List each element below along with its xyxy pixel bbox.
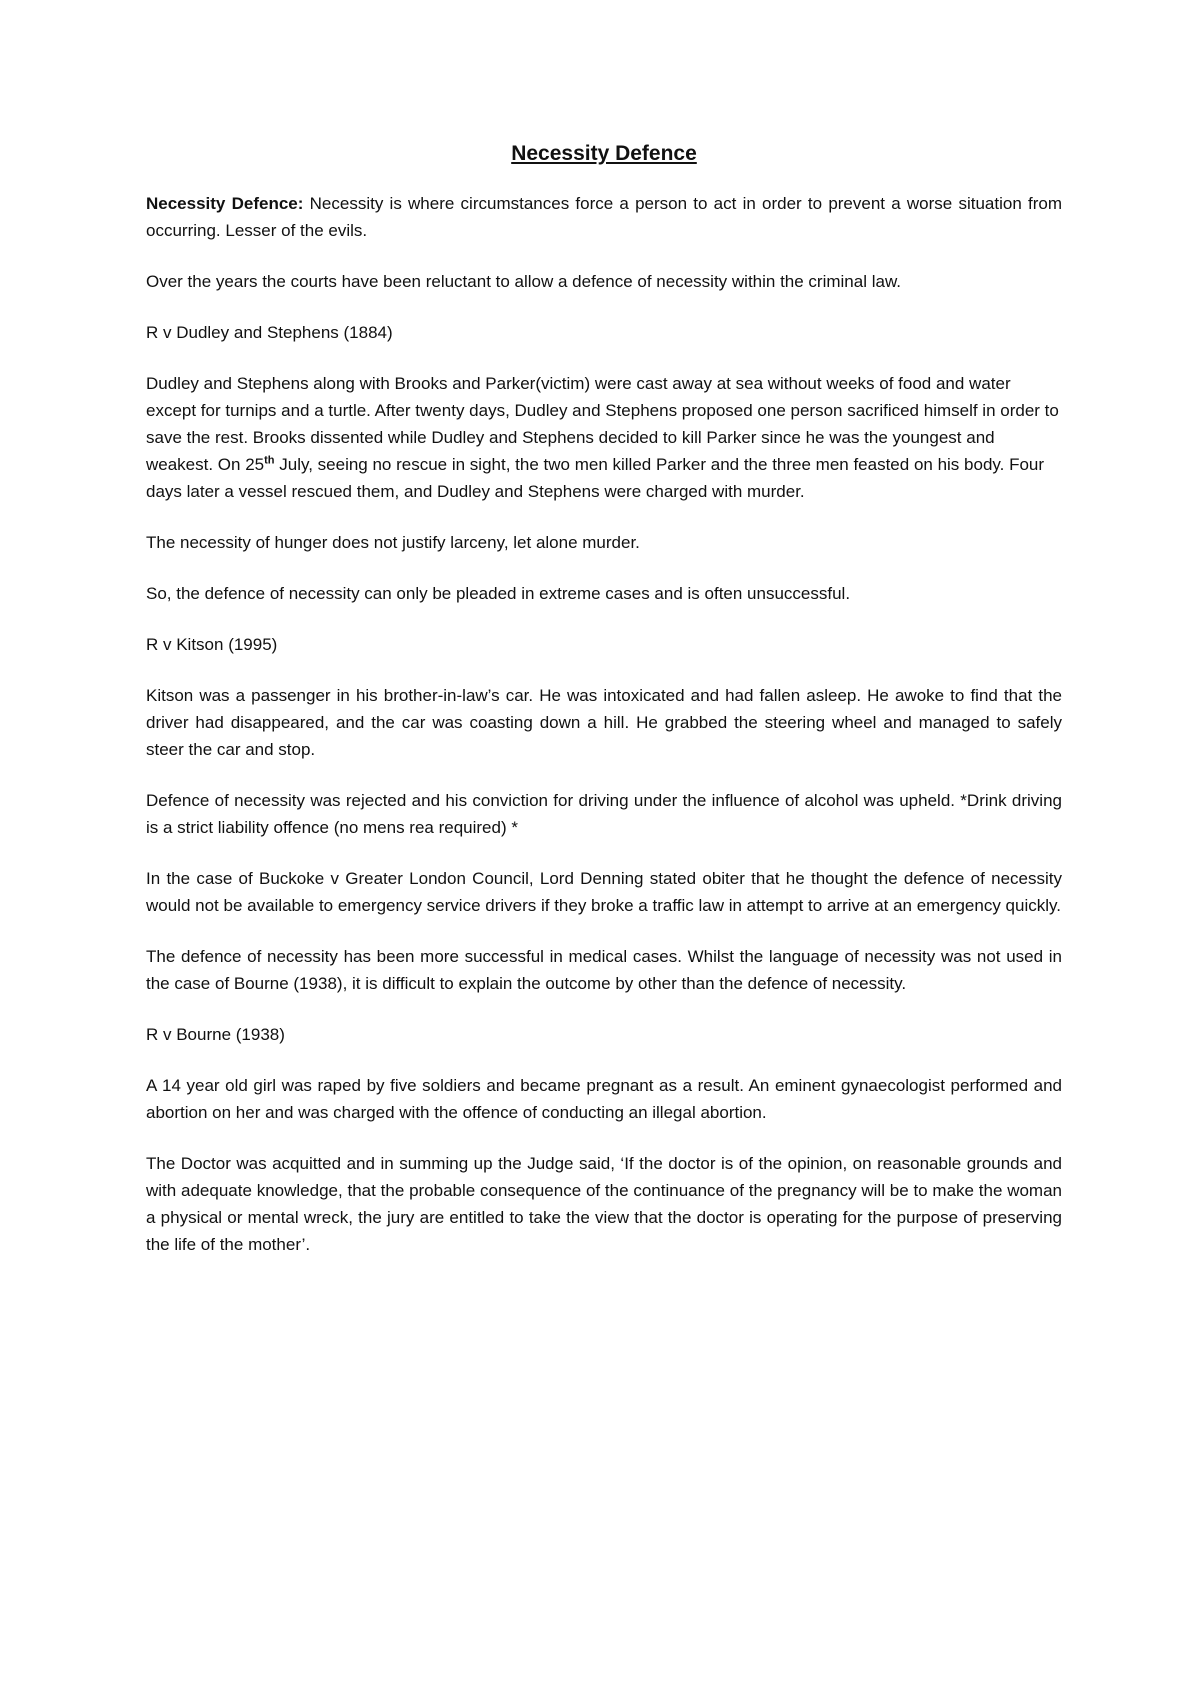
medical-cases-paragraph: The defence of necessity has been more successful in medical cases. Whilst the language of necessity was not used in the case of Bourne (1938), it is difficult to explain the outcome by other than the defence of necessity. <box>146 947 1062 993</box>
hunger-paragraph: The necessity of hunger does not justify larceny, let alone murder. <box>146 533 640 552</box>
buckoke-paragraph: In the case of Buckoke v Greater London Council, Lord Denning stated obiter that he thought the defence of necessity would not be available to emergency service drivers if they broke a traffic law in attempt to arrive at an emergency quickly. <box>146 869 1062 915</box>
case-body-dudley-part2: July, seeing no rescue in sight, the two men killed Parker and the three men feasted on his body. Four days later a vessel rescued them, and Dudley and Stephens were charged with murder. <box>146 455 1045 501</box>
definition-text: Necessity is where circumstances force a person to act in order to prevent a worse situation from occurring. Lesser of the evils. <box>146 194 1063 240</box>
kitson-outcome-paragraph: Defence of necessity was rejected and his conviction for driving under the influence of alcohol was upheld. *Drink driving is a strict liability offence (no mens rea required) * <box>146 791 1062 837</box>
courts-reluctance-paragraph: Over the years the courts have been reluctant to allow a defence of necessity within the criminal law. <box>146 272 902 291</box>
case-body-kitson: Kitson was a passenger in his brother-in-law’s car. He was intoxicated and had fallen asleep. He awoke to find that the driver had disappeared, and the car was coasting down a hill. He grabbed the steering wheel and managed to safely steer the car and stop. <box>146 686 1062 759</box>
document-page <box>146 140 1062 1282</box>
case-heading-dudley: R v Dudley and Stephens (1884) <box>146 323 393 342</box>
case-heading-bourne: R v Bourne (1938) <box>146 1025 285 1044</box>
case-body-dudley-part1: Dudley and Stephens along with Brooks and Parker(victim) were cast away at sea without weeks of food and water except for turnips and a turtle. After twenty days, Dudley and Stephens proposed one person sacrificed himself in order to save the rest. Brooks dissented while Dudley and Stephens decided to kill Parker since he was the youngest and weakest. On 25 <box>146 374 1059 474</box>
case-body-bourne: A 14 year old girl was raped by five soldiers and became pregnant as a result. An eminent gynaecologist performed and abortion on her and was charged with the offence of conducting an illegal abortion. <box>146 1076 1062 1122</box>
bourne-judgment-paragraph: The Doctor was acquitted and in summing up the Judge said, ‘If the doctor is of the opinion, on reasonable grounds and with adequate knowledge, that the probable consequence of the continuance of the pregnancy will be to make the woman a physical or mental wreck, the jury are entitled to take the view that the doctor is operating for the purpose of preserving the life of the mother’. <box>146 1154 1062 1254</box>
ordinal-suffix: th <box>264 454 275 467</box>
definition-label: Necessity Defence: <box>146 194 304 213</box>
case-body-dudley <box>146 370 1062 505</box>
document-title: Necessity Defence <box>511 142 697 165</box>
extreme-cases-paragraph: So, the defence of necessity can only be pleaded in extreme cases and is often unsuccessful. <box>146 584 851 603</box>
case-heading-kitson: R v Kitson (1995) <box>146 635 278 654</box>
definition-paragraph <box>146 190 1062 244</box>
